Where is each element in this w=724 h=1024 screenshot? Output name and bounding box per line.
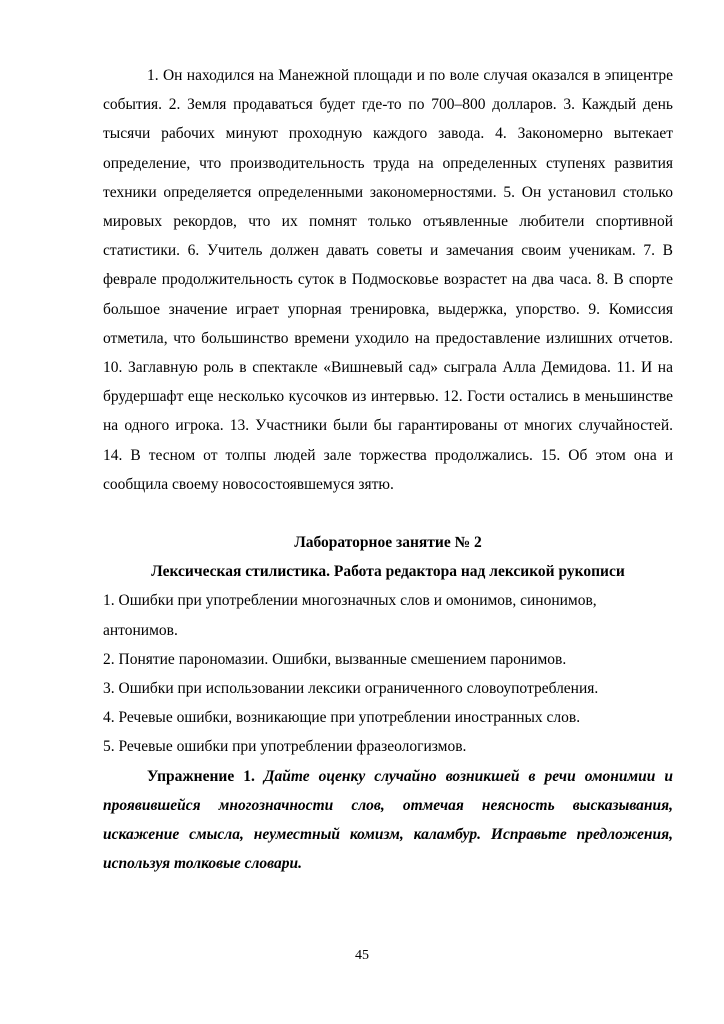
lab-topics-list — [103, 586, 673, 761]
exercise-text: Дайте оценку случайно возникшей в речи омонимии и проявившейся многозначности слов, отмечая неясность высказывания, искажение смысла, неуместный комизм, каламбур. Исправьте предложения, используя толковые словари. — [103, 767, 673, 873]
exercise-label: Упражнение 1. — [147, 767, 255, 785]
exercise-paragraph — [103, 762, 673, 879]
lab-subtitle: Лексическая стилистика. Работа редактора над лексикой рукописи — [151, 563, 625, 581]
lab-title: Лабораторное занятие № 2 — [294, 534, 482, 552]
page-number: 45 — [355, 948, 369, 963]
example-sentences-paragraph: 1. Он находился на Манежной площади и по воле случая оказался в эпицентре события. 2. Земля продаваться будет где-то по 700–800 долларов. 3. Каждый день тысячи рабочих минуют проходную каждого завода. 4. Закономерно вытекает определение, что производительность труда на определенных ступенях развития техники определяется определенными закономерностями. 5. Он установил столько мировых рекордов, что их помнят только отъявленные любители спортивной статистики. 6. Учитель должен давать советы и замечания своим ученикам. 7. В феврале продолжительность суток в Подмосковье возрастет на два часа. 8. В спорте большое значение играет упорная тренировка, выдержка, упорство. 9. Комиссия отметила, что большинство времени уходило на предоставление излишних отчетов. 10. Заглавную роль в спектакле «Вишневый сад» сыграла Алла Демидова. 11. И на брудершафт еще несколько кусочков из интервью. 12. Гости остались в меньшинстве на одного игрока. 13. Участники были бы гарантированы от многих случайностей. 14. В тесном от толпы людей зале торжества продолжались. 15. Об этом она и сообщила своему новосостоявшемуся зятю. — [103, 67, 673, 493]
lab-topic-item: 3. Ошибки при использовании лексики ограниченного словоупотребления. — [103, 680, 599, 698]
lab-topic-item: 2. Понятие парономазии. Ошибки, вызванные смешением паронимов. — [103, 650, 567, 668]
lab-topic-item: 1. Ошибки при употреблении многозначных слов и омонимов, синонимов, антонимов. — [103, 592, 597, 639]
page-content — [103, 61, 673, 878]
lab-topic-item: 4. Речевые ошибки, возникающие при употреблении иностранных слов. — [103, 709, 581, 727]
section-spacer — [103, 499, 673, 528]
lab-topic-item: 5. Речевые ошибки при употреблении фразеологизмов. — [103, 738, 467, 756]
